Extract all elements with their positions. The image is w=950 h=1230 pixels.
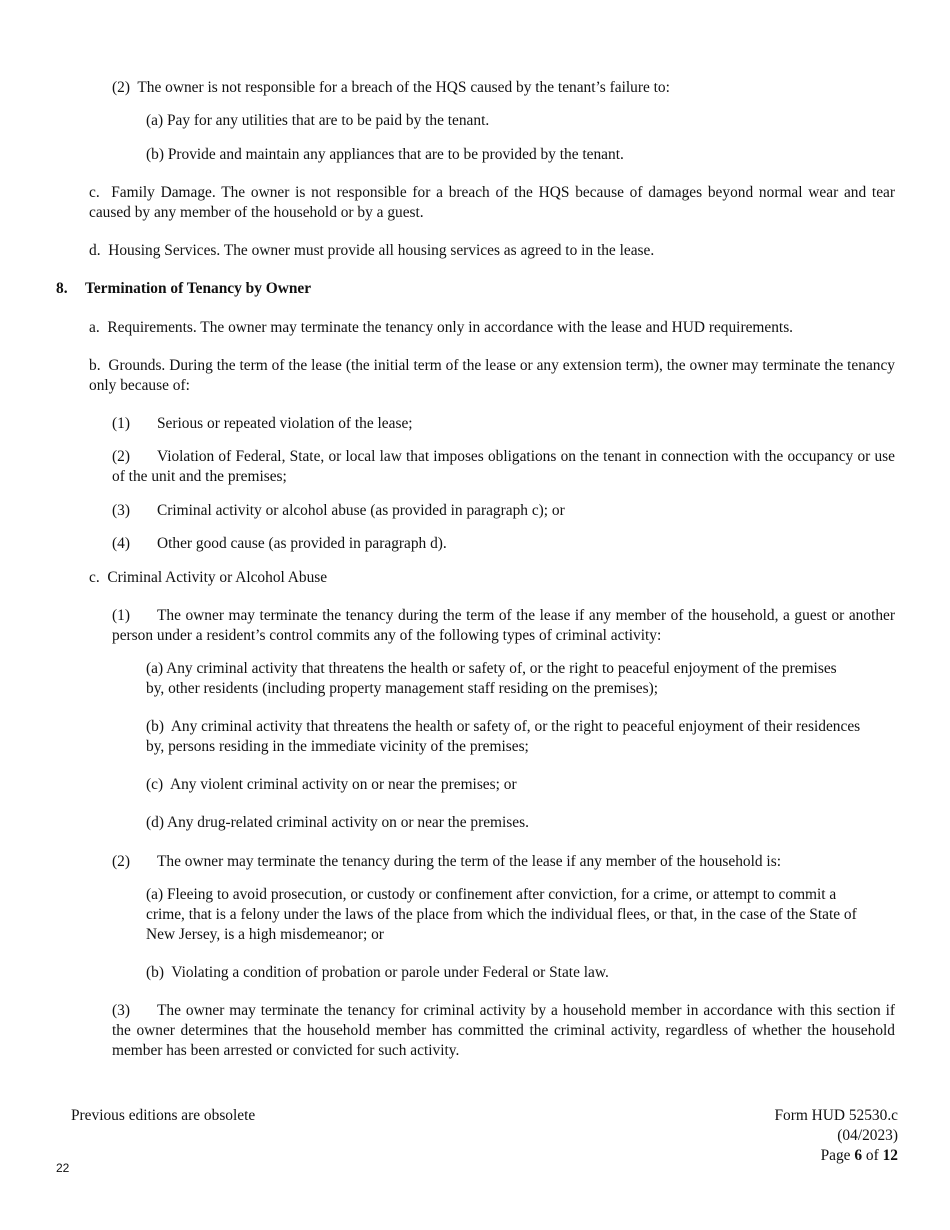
item-text: Any drug-related criminal activity on or near the premises. [166,814,529,831]
item-label: (2) [112,448,130,465]
paragraph-8c1 [112,606,895,646]
page-of: of [865,1147,879,1164]
item-text: Any criminal activity that threatens the health or safety of, or the right to peaceful enjoyment of the premises by, other residents (including property management staff residing on the premises); [146,660,837,697]
paragraph-7c [89,183,895,223]
item-text: Housing Services. The owner must provide all housing services as agreed to in the lease. [108,242,655,259]
paragraph-7b2 [112,78,895,98]
footer-form-info [774,1106,898,1166]
page-total: 12 [882,1147,898,1164]
paragraph-8c2a [146,885,858,945]
item-text: The owner may terminate the tenancy for criminal activity by a household member in accordance with this section if the owner determines that the household member has committed the criminal activity, regardless of whether the household member has been arrested or convicted for such activity. [112,1002,895,1059]
item-label: (a) [146,660,164,677]
item-label: (d) [146,814,164,831]
item-text: Grounds. During the term of the lease (the initial term of the lease or any extension term), the owner may terminate the tenancy only because of: [89,357,895,394]
paragraph-8b4 [112,534,895,554]
section-title: Termination of Tenancy by Owner [85,280,312,297]
paragraph-8c2 [112,852,895,872]
paragraph-8c [89,568,895,588]
item-label: c. [89,569,100,586]
item-text: Violation of Federal, State, or local law that imposes obligations on the tenant in connection with the occupancy or use of the unit and the premises; [112,448,895,485]
item-label: (c) [146,776,164,793]
document-page-number: 22 [56,1161,70,1175]
item-label: (b) [146,718,164,735]
paragraph-7b2a [146,111,895,131]
item-text: The owner may terminate the tenancy during the term of the lease if any member of the household, a guest or another person under a resident’s control commits any of the following types of criminal activity: [112,607,895,644]
item-label: c. [89,184,100,201]
item-text: Violating a condition of probation or parole under Federal or State law. [171,964,609,981]
paragraph-7b2b [146,145,895,165]
item-text: Requirements. The owner may terminate the tenancy only in accordance with the lease and HUD requirements. [107,319,794,336]
paragraph-8c1a [146,659,858,699]
item-text: Family Damage. The owner is not responsible for a breach of the HQS because of damages beyond normal wear and tear caused by any member of the household or by a guest. [89,184,895,221]
paragraph-8c1b [146,717,871,757]
item-text: Pay for any utilities that are to be paid by the tenant. [166,112,490,129]
paragraph-8c1d [146,813,858,833]
item-text: Other good cause (as provided in paragraph d). [157,535,447,552]
item-label: (b) [146,146,164,163]
item-text: The owner is not responsible for a breach of the HQS caused by the tenant’s failure to: [137,79,670,96]
page-current: 6 [854,1147,863,1164]
item-label: (2) [112,79,130,96]
item-label: (1) [112,415,130,432]
form-number: Form HUD 52530.c [774,1107,898,1124]
item-label: (3) [112,1002,130,1019]
item-text: Serious or repeated violation of the lease; [157,415,413,432]
item-label: (4) [112,535,130,552]
paragraph-8b [89,356,895,396]
item-text: The owner may terminate the tenancy during the term of the lease if any member of the household is: [157,853,781,870]
item-label: (3) [112,502,130,519]
paragraph-8b3 [112,501,895,521]
item-label: (a) [146,886,164,903]
item-label: d. [89,242,101,259]
paragraph-7d [89,241,895,261]
item-text: Criminal Activity or Alcohol Abuse [107,569,328,586]
page-indicator [774,1146,898,1166]
item-text: Any criminal activity that threatens the health or safety of, or the right to peaceful enjoyment of their residences by, persons residing in the immediate vicinity of the premises; [146,718,861,755]
item-label: a. [89,319,100,336]
item-text: Any violent criminal activity on or near the premises; or [169,776,517,793]
item-text: Provide and maintain any appliances that are to be provided by the tenant. [167,146,624,163]
item-label: (b) [146,964,164,981]
paragraph-8b1 [112,414,895,434]
item-label: (a) [146,112,164,129]
page-word: Page [820,1147,851,1164]
item-label: (2) [112,853,130,870]
footer-obsolete-note: Previous editions are obsolete [71,1107,256,1124]
paragraph-8a [89,318,895,338]
paragraph-8c2b [146,963,858,983]
paragraph-8c1c [146,775,858,795]
item-label: (1) [112,607,130,624]
paragraph-8b2 [112,447,895,487]
section-number: 8. [56,280,68,297]
item-label: b. [89,357,101,374]
item-text: Fleeing to avoid prosecution, or custody or confinement after conviction, for a crime, or attempt to commit a crime, that is a felony under the laws of the place from which the individual flees, or that, in the case of the State of New Jersey, is a high misdemeanor; or [146,886,857,943]
form-date: (04/2023) [837,1127,898,1144]
section-8-heading [56,279,895,299]
item-text: Criminal activity or alcohol abuse (as provided in paragraph c); or [157,502,565,519]
paragraph-8c3 [112,1001,895,1061]
